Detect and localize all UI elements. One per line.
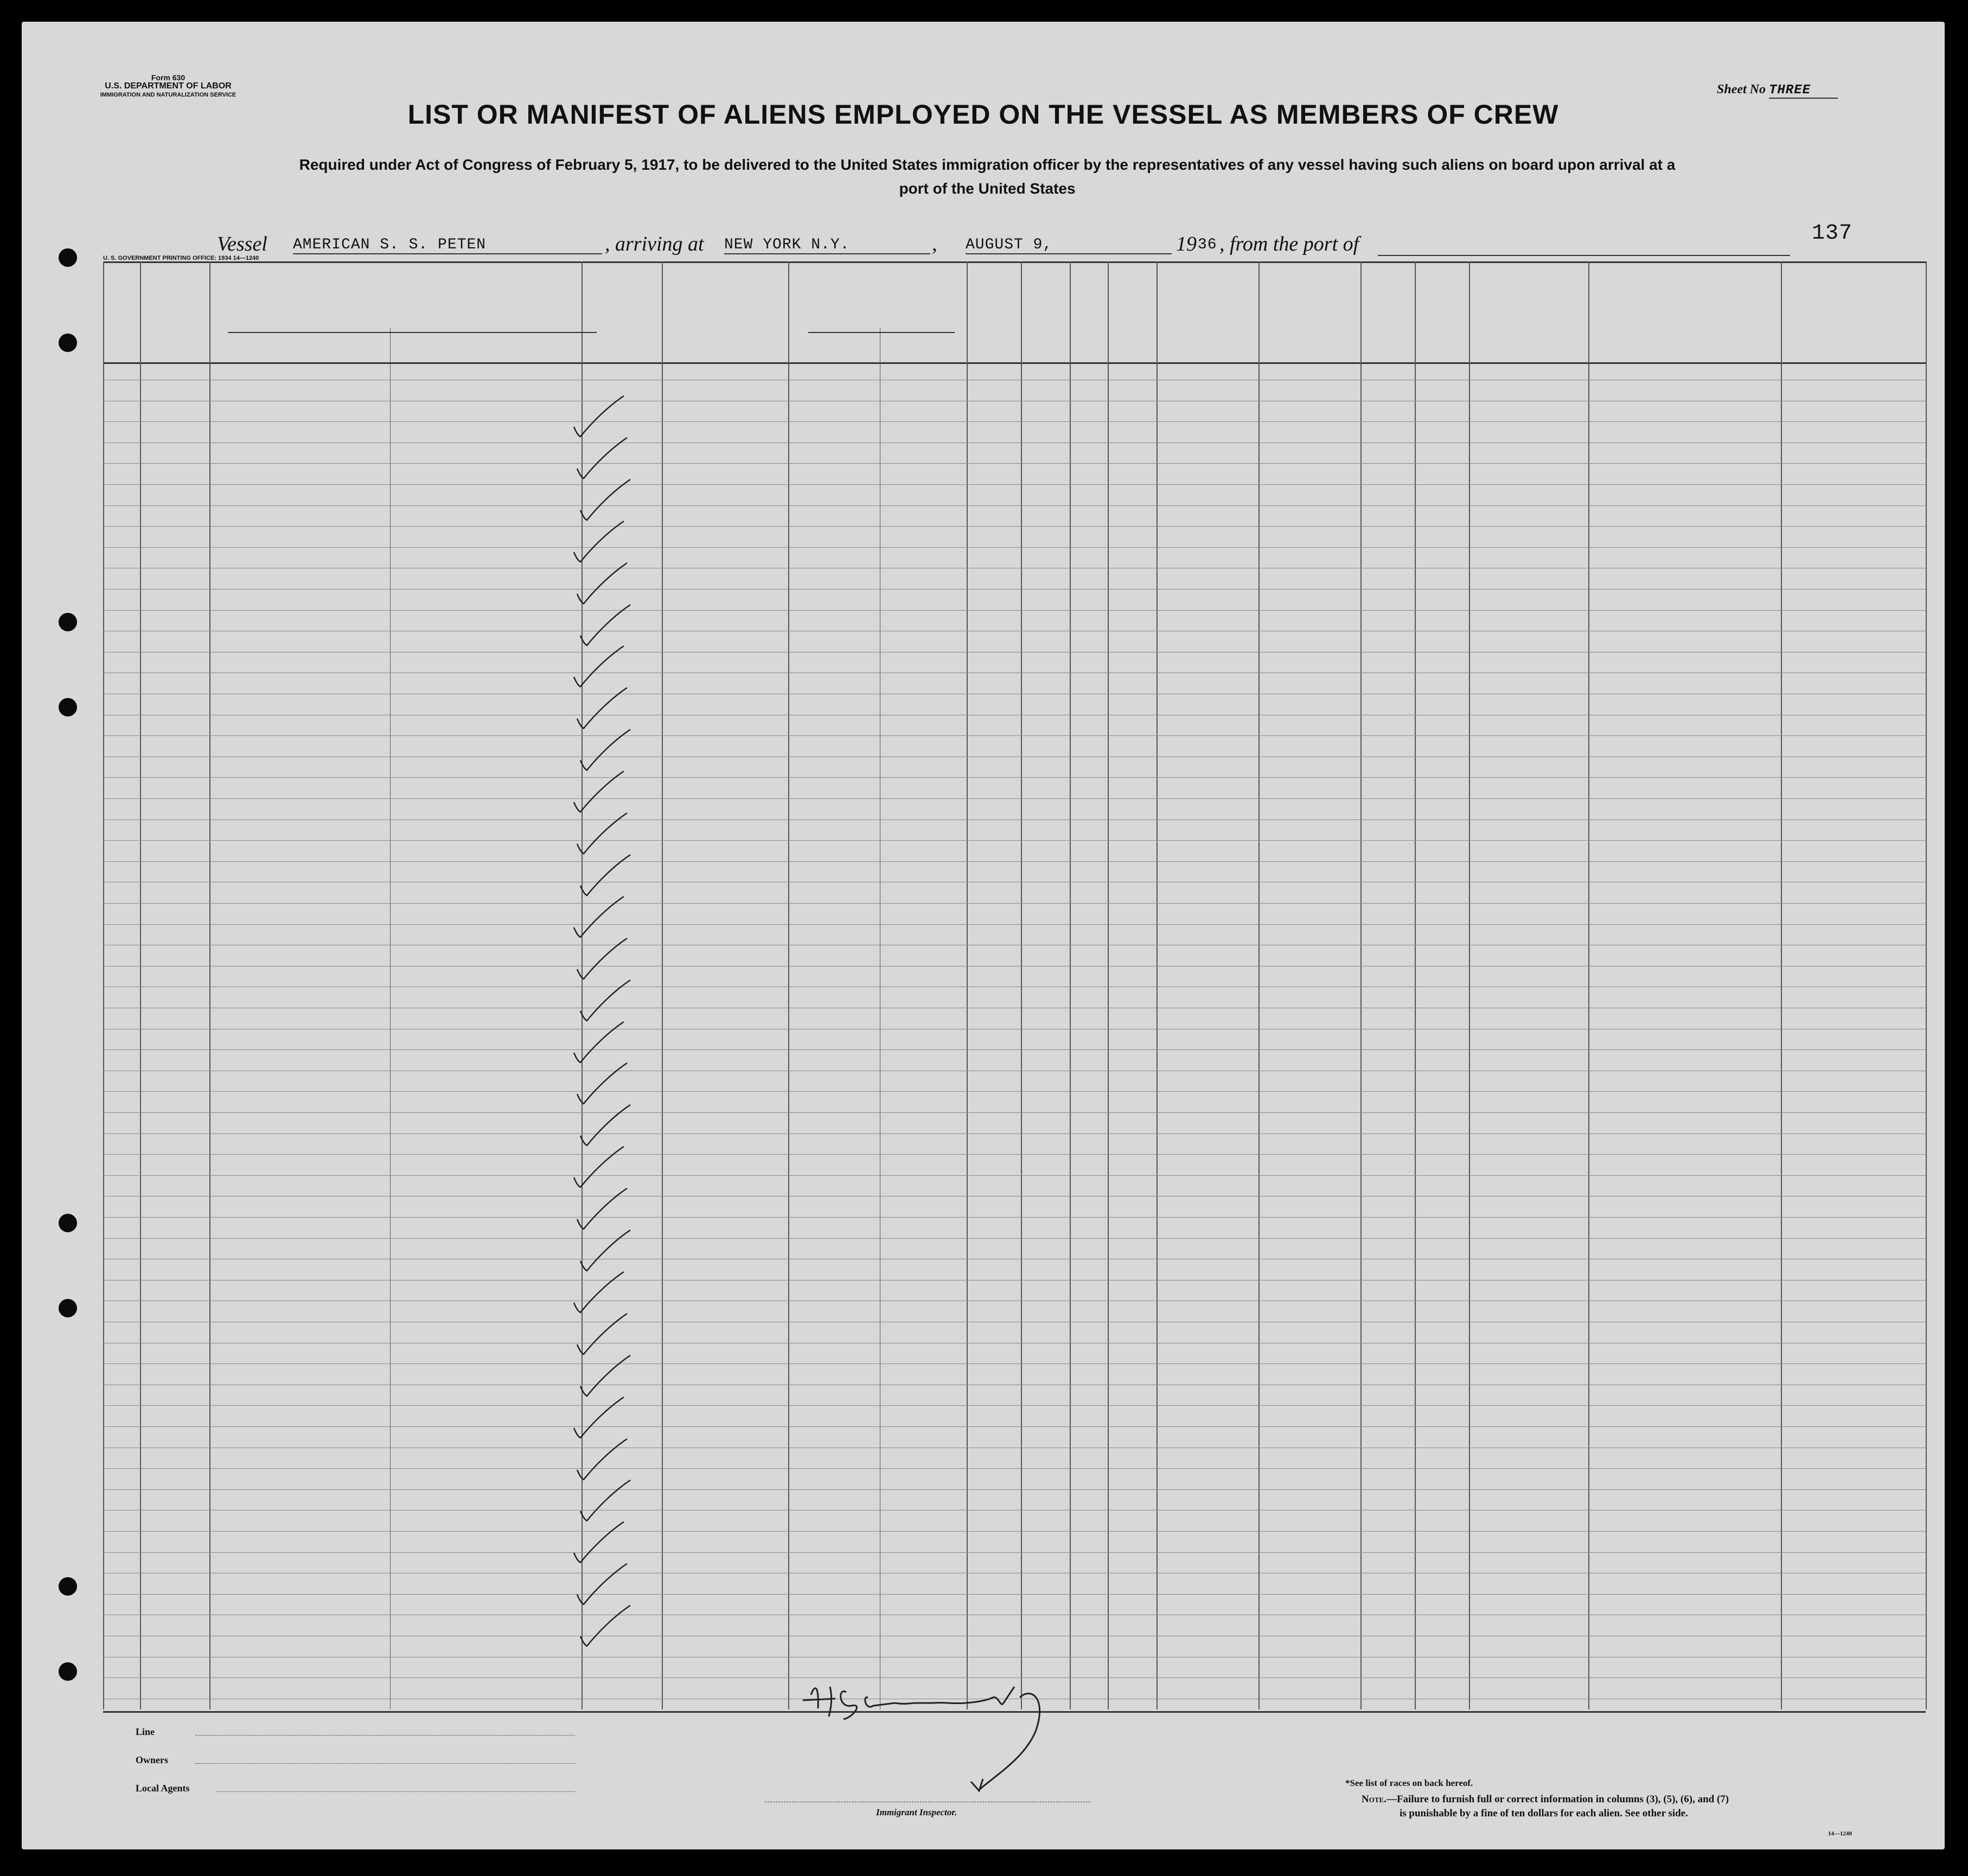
year-prefix: 19: [1176, 233, 1197, 255]
column-rule: [1588, 261, 1589, 1709]
vessel-line: [217, 232, 1844, 259]
ruled-line: [103, 484, 1926, 485]
table-frame: [103, 261, 1926, 1713]
column-rule: [1360, 261, 1362, 1709]
ruled-line: [103, 1238, 1926, 1239]
check-mark-icon: [576, 1603, 636, 1651]
binder-hole: [59, 1577, 77, 1596]
page-subtitle: [108, 153, 1866, 201]
column-rule: [662, 261, 663, 1709]
sheet-number-label: Sheet No: [1717, 82, 1766, 97]
page-number: 137: [1812, 221, 1853, 246]
ruled-line: [103, 819, 1926, 820]
ruled-line: [103, 589, 1926, 590]
owners-blank: [195, 1763, 575, 1764]
sheet-number: [1717, 82, 1838, 98]
header-subrule: [228, 332, 597, 333]
owners-label: Owners: [136, 1755, 168, 1765]
agents-blank: [217, 1791, 575, 1792]
form-number: Form 630: [151, 73, 186, 82]
column-rule: [103, 261, 104, 1709]
penalty-note-line-1: [1362, 1792, 1850, 1807]
note-text: —Failure to furnish full or correct information in columns (3), (5), (6), and (7): [1386, 1794, 1729, 1805]
binder-hole: [59, 1214, 77, 1232]
ruled-line: [103, 547, 1926, 548]
ruled-line: [103, 526, 1926, 527]
footer-fields: [136, 1726, 580, 1811]
ruled-line: [103, 1594, 1926, 1595]
vessel-name: AMERICAN S. S. PETEN: [293, 236, 602, 254]
ruled-line: [103, 777, 1926, 778]
agents-field: [136, 1783, 580, 1811]
column-rule: [1469, 261, 1470, 1709]
column-rule: [1070, 261, 1071, 1709]
binder-hole: [59, 613, 77, 631]
ruled-line: [103, 1426, 1926, 1427]
column-rule: [1108, 261, 1109, 1709]
from-port-blank: [1378, 236, 1790, 256]
column-rule: [788, 261, 789, 1709]
binder-hole: [59, 248, 77, 267]
binder-hole: [59, 1662, 77, 1681]
header-subrule: [808, 332, 955, 333]
ruled-line: [103, 798, 1926, 799]
agents-label: Local Agents: [136, 1783, 190, 1794]
column-rule: [1415, 261, 1416, 1709]
department-name: U.S. DEPARTMENT OF LABOR: [105, 81, 232, 91]
inspector-signature: [792, 1665, 1128, 1811]
binder-hole: [59, 1299, 77, 1317]
ruled-line: [103, 840, 1926, 841]
ruled-line: [103, 1217, 1926, 1218]
column-rule: [140, 261, 141, 1709]
ruled-line: [103, 1468, 1926, 1469]
service-name: IMMIGRATION AND NATURALIZATION SERVICE: [100, 92, 237, 98]
races-note: *See list of races on back hereof.: [1345, 1778, 1473, 1788]
ruled-line: [103, 505, 1926, 506]
ruled-line: [103, 1552, 1926, 1553]
sheet-number-value: THREE: [1769, 83, 1838, 99]
ruled-line: [103, 861, 1926, 862]
header-bottom-rule: [103, 362, 1926, 364]
column-rule: [1021, 261, 1022, 1709]
column-subrule: [390, 328, 391, 1709]
inspector-label: Immigrant Inspector.: [876, 1807, 957, 1817]
column-rule: [1258, 261, 1260, 1709]
line-label: Line: [136, 1726, 155, 1737]
ruled-line: [103, 1405, 1926, 1406]
ruled-line: [103, 735, 1926, 736]
line-blank: [195, 1735, 575, 1736]
penalty-note: [1362, 1792, 1850, 1821]
form-header: [87, 73, 250, 99]
arrival-date: AUGUST 9,: [966, 236, 1172, 254]
penalty-note-line-2: is punishable by a fine of ten dollars for each alien. See other side.: [1400, 1808, 1688, 1819]
ruled-line: [103, 1112, 1926, 1113]
arrival-port: NEW YORK N.Y.: [724, 236, 930, 254]
from-port-label: , from the port of: [1219, 233, 1359, 255]
ruled-line: [103, 1154, 1926, 1155]
note-label: Note.: [1362, 1794, 1386, 1805]
column-rule: [1156, 261, 1158, 1709]
ruled-line: [103, 1091, 1926, 1092]
ruled-line: [103, 924, 1926, 925]
owners-field: [136, 1755, 580, 1783]
ruled-line: [103, 1049, 1926, 1050]
subtitle-line-2: port of the United States: [899, 180, 1076, 197]
subtitle-line-1: Required under Act of Congress of February 5, 1917, to be delivered to the United States immigration officer by the representatives of any vessel having such aliens on board upon arrival at a: [299, 156, 1676, 173]
ruled-line: [103, 903, 1926, 904]
column-rule: [209, 261, 210, 1709]
comma: ,: [932, 233, 937, 255]
ruled-line: [103, 610, 1926, 611]
ruled-line: [103, 421, 1926, 422]
binder-hole: [59, 334, 77, 352]
ruled-line: [103, 1489, 1926, 1490]
ruled-line: [103, 1175, 1926, 1176]
form-code: 14—1240: [1828, 1830, 1852, 1837]
manifest-sheet: [22, 22, 1945, 1849]
column-rule: [1781, 261, 1782, 1709]
line-field: [136, 1726, 580, 1755]
printing-office: U. S. GOVERNMENT PRINTING OFFICE: 1934 14—1240: [103, 255, 259, 261]
page-title: LIST OR MANIFEST OF ALIENS EMPLOYED ON THE VESSEL AS MEMBERS OF CREW: [407, 99, 1559, 130]
vessel-label: Vessel: [217, 233, 267, 255]
ruled-line: [103, 1531, 1926, 1532]
column-rule: [1926, 261, 1927, 1709]
ruled-line: [103, 463, 1926, 464]
year-value: 36: [1198, 236, 1217, 253]
column-rule: [967, 261, 968, 1709]
ruled-line: [103, 1363, 1926, 1364]
binder-hole: [59, 698, 77, 716]
arriving-label: , arriving at: [605, 233, 704, 255]
